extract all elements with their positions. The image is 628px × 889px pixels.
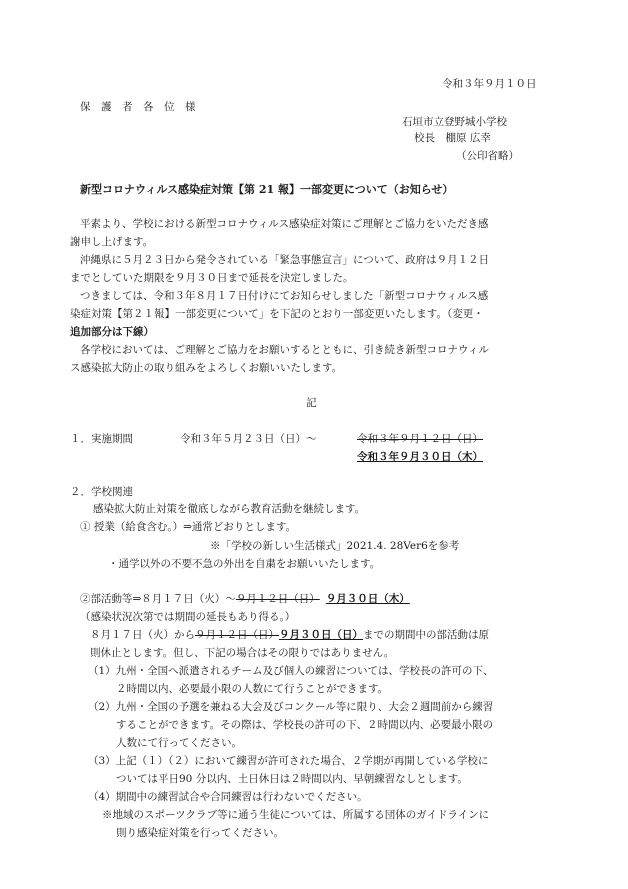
addressee: 保 護 者 各 位 様 bbox=[80, 101, 196, 113]
intro-paragraph-3-line-1: つきましては、令和３年８月１７日付けにてお知らせしました「新型コロナウィルス感 bbox=[80, 290, 489, 302]
sub-item-1-line-1: （1）九州・全国へ派遣されるチーム及び個人の練習については、学校長の許可の下、 bbox=[88, 665, 494, 677]
item-2-old-date: ９月１２日（日） bbox=[235, 593, 320, 605]
club-note-line-2: 則り感染症対策を行ってください。 bbox=[116, 827, 284, 839]
section-2-label: ２．学校関連 bbox=[70, 486, 133, 498]
intro-paragraph-1-line-2: 謝申し上げます。 bbox=[70, 236, 154, 248]
document-date: 令和３年９月１０日 bbox=[442, 78, 537, 90]
sub-item-3-line-1: （3）上記（１）（２）において練習が許可された場合、２学期が再開している学校に bbox=[88, 755, 489, 767]
item-2-note: （感染状況次第では期間の延長もあり得る。） bbox=[80, 611, 296, 623]
intro-paragraph-4-line-2: ス感染拡大防止の取り組みをよろしくお願いいたします。 bbox=[70, 362, 343, 374]
document-title: 新型コロナウィルス感染症対策【第 21 報】一部変更について（お知らせ） bbox=[80, 183, 454, 196]
sub-item-4: （4）期間中の練習試合や合同練習は行わないでください。 bbox=[88, 791, 368, 803]
club-note-line-1: ※地域のスポーツクラブ等に通う生徒については、所属する団体のガイドラインに bbox=[102, 809, 490, 821]
item-1-note: ※「学校の新しい生活様式」2021.4. 28Ver6を参考 bbox=[210, 540, 460, 552]
sub-item-3-line-2: ついては平日90 分以内、土日休日は２時間以内、早朝練習なしとします。 bbox=[116, 773, 468, 785]
section-1-old-end: 令和３年９月１２日（日） bbox=[357, 433, 483, 445]
item-1-classes: ① 授業（給食含む。）⇒通常どおりとします。 bbox=[80, 521, 297, 533]
intro-paragraph-3-line-3: 追加部分は下線） bbox=[70, 326, 154, 338]
sub-item-2-line-2: することができます。その際は、学校長の許可の下、２時間以内、必要最小限の bbox=[116, 719, 494, 731]
intro-paragraph-2-line-2: までとしていた期限を９月３０日まで延長を決定しました。 bbox=[70, 272, 354, 284]
item-2-new-date: ９月３０日（木） bbox=[325, 593, 410, 605]
sub-item-2-line-1: （2）九州・全国の予選を兼ねる大会及びコンクール等に限り、大会２週間前から練習 bbox=[88, 701, 494, 713]
section-1-new-end: 令和３年９月３０日（木） bbox=[357, 451, 483, 463]
intro-paragraph-4-line-1: 各学校においては、ご理解とご協力をお願いするとともに、引き続き新型コロナウィル bbox=[80, 344, 489, 356]
intro-paragraph-2-line-1: 沖縄県に５月２３日から発令されている「緊急事態宣言」について、政府は９月１２日 bbox=[80, 254, 490, 266]
intro-paragraph-1-line-1: 平素より、学校における新型コロナウィルス感染症対策にご理解とご協力をいただき感 bbox=[80, 218, 489, 230]
seal-note: （公印省略） bbox=[456, 150, 519, 162]
section-1-start: 令和３年５月２３日（日）～ bbox=[180, 433, 317, 445]
sub-item-1-line-2: ２時間以内、必要最小限の人数にて行うことができます。 bbox=[116, 683, 389, 695]
section-1-label: １．実施期間 bbox=[70, 433, 133, 445]
item-2-paragraph-old-date: ９月１２日（日） bbox=[195, 629, 279, 641]
intro-paragraph-3-line-2: 染症対策【第２１報】一部変更について」を下記のとおり一部変更いたします。（変更・ bbox=[70, 308, 484, 320]
sub-item-2-line-3: 人数にて行ってください。 bbox=[116, 737, 242, 749]
item-2-club-activities bbox=[80, 593, 410, 606]
item-2-prefix: ②部活動等⇒８月１７日（火）～ bbox=[80, 593, 236, 605]
item-2-paragraph-line-1: ８月１７日（火）から９月１２日（日）９月３０日（日）までの期間中の部活動は原 bbox=[90, 629, 489, 641]
school-name: 石垣市立登野城小学校 bbox=[402, 116, 507, 128]
item-1-bullet: ・通学以外の不要不急の外出を自粛をお願いいたします。 bbox=[108, 558, 381, 570]
section-2-description: 感染拡大防止対策を徹底しながら教育活動を継続します。 bbox=[93, 503, 366, 515]
principal-name: 校長 棚原 広幸 bbox=[414, 132, 491, 144]
item-2-paragraph-line-2: 則休止とします。但し、下記の場合はその限りではありません。 bbox=[90, 647, 395, 659]
item-2-paragraph-new-date: ９月３０日（日） bbox=[279, 629, 363, 641]
ki-heading: 記 bbox=[306, 397, 317, 409]
